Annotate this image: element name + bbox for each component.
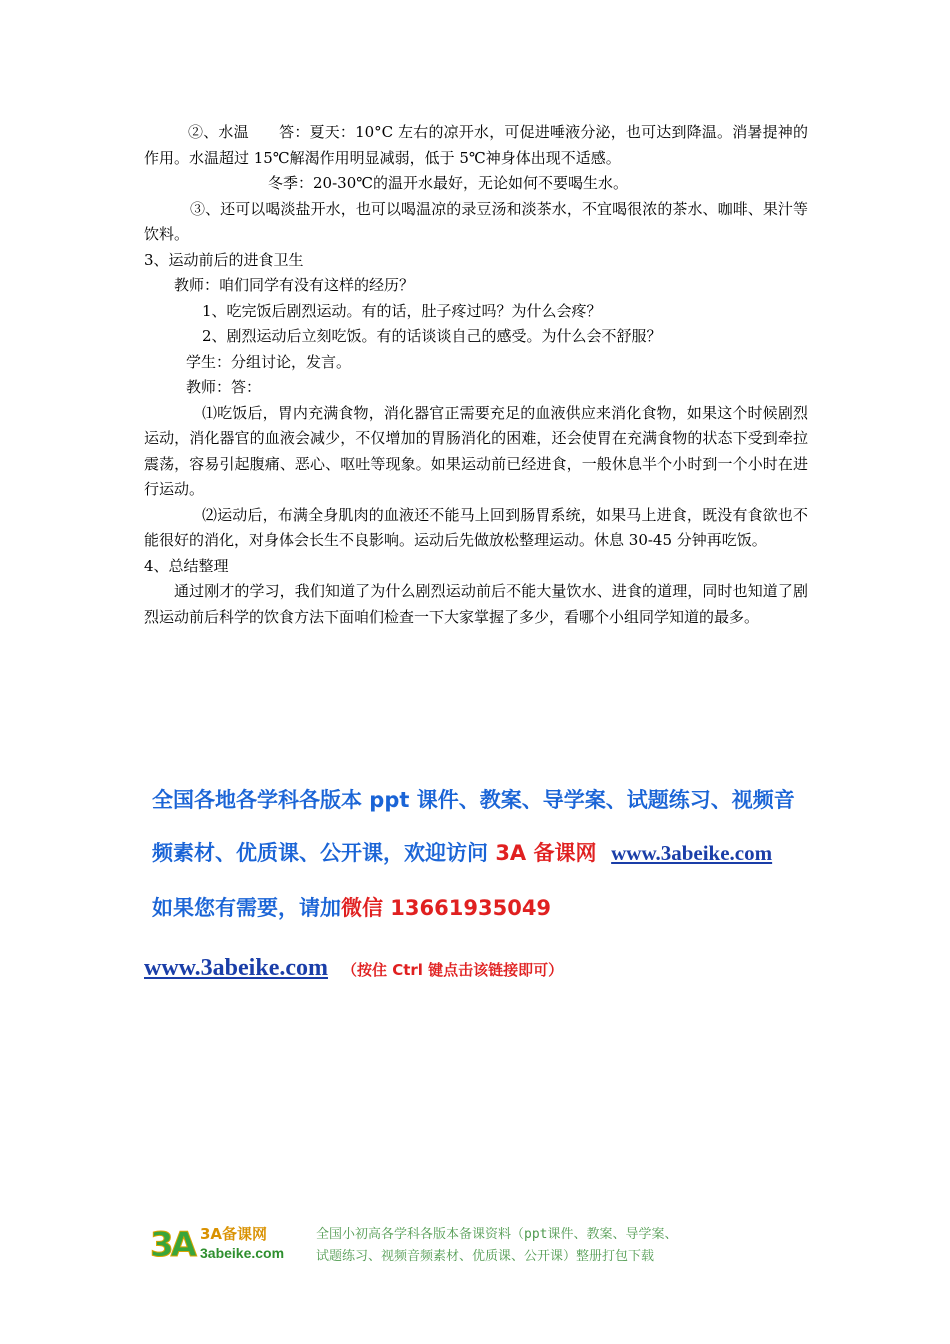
answer-1: ⑴吃饭后，胃内充满食物，消化器官正需要充足的血液供应来消化食物，如果这个时候剧烈运动，消化器官的血液会减少，不仅增加的胃肠消化的困难，还会使胃在充满食物的状态下受到牵拉震荡，容易引起腹痛、恶心、呕吐等现象。如果运动前已经进食，一般休息半个小时到一个小时在进行运动。 bbox=[144, 403, 808, 498]
question-2: 2、剧烈运动后立刻吃饭。有的话谈谈自己的感受。为什么会不舒服？ bbox=[202, 327, 662, 345]
student-response: 学生：分组讨论，发言。 bbox=[186, 352, 352, 371]
footer-tagline bbox=[316, 1224, 836, 1268]
footer-banner bbox=[150, 1222, 830, 1272]
ctrl-click-hint: （按住 Ctrl 键点击该链接即可） bbox=[341, 961, 564, 979]
logo-domain: 3abeike.com bbox=[200, 1245, 285, 1261]
logo-name: 3A备课网 bbox=[200, 1225, 268, 1243]
promo-line-3 bbox=[152, 892, 912, 922]
site-url-row bbox=[144, 955, 563, 982]
footer-tagline-line-2: 试题练习、视频音频素材、优质课、公开课）整册打包下载 bbox=[316, 1249, 655, 1264]
promo-brand: 3A 备课网 bbox=[495, 841, 597, 865]
lesson-body bbox=[144, 120, 808, 630]
logo-mark-icon: 3A bbox=[150, 1225, 194, 1265]
promo-contact: 微信 13661935049 bbox=[341, 896, 552, 920]
section3-heading: 3、运动前后的进食卫生 bbox=[144, 250, 304, 269]
site-url-link[interactable]: www.3abeike.com bbox=[144, 955, 328, 981]
summary-paragraph: 通过刚才的学习，我们知道了为什么剧烈运动前后不能大量饮水、进食的道理，同时也知道了剧烈运动前后科学的饮食方法下面咱们检查一下大家掌握了多少，看哪个小组同学知道的最多。 bbox=[144, 582, 808, 626]
promo-line-1: 全国各地各学科各版本 ppt 课件、教案、导学案、试题练习、视频音 bbox=[152, 788, 795, 812]
section4-heading: 4、总结整理 bbox=[144, 556, 229, 575]
promo-site-link[interactable]: www.3abeike.com bbox=[611, 841, 773, 865]
water-drinks: ③、还可以喝淡盐开水，也可以喝温凉的录豆汤和淡茶水，不宜喝很浓的茶水、咖啡、果汁等饮料。 bbox=[144, 199, 808, 243]
water-temp-winter: 冬季：20-30℃的温开水最好，无论如何不要喝生水。 bbox=[268, 174, 629, 192]
promo-line-2-text: 频素材、优质课、公开课，欢迎访问 bbox=[152, 841, 496, 865]
teacher-answer-label: 教师：答： bbox=[186, 378, 262, 396]
teacher-question: 教师：咱们同学有没有这样的经历？ bbox=[174, 276, 415, 294]
site-logo[interactable] bbox=[150, 1222, 300, 1268]
footer-tagline-line-1: 全国小初高各学科各版本备课资料（ppt课件、教案、导学案、 bbox=[316, 1227, 678, 1242]
water-temp-summer: ②、水温 答：夏天：10°C 左右的凉开水，可促进唾液分泌，也可达到降温。消暑提神的作用。水温超过 15℃解渴作用明显减弱，低于 5℃神身体出现不适感。 bbox=[144, 123, 808, 167]
answer-2: ⑵运动后，布满全身肌肉的血液还不能马上回到肠胃系统，如果马上进食，既没有食欲也不能很好的消化，对身体会长生不良影响。运动后先做放松整理运动。休息 30-45 分钟再吃饭。 bbox=[144, 505, 808, 549]
promo-line-2 bbox=[152, 837, 912, 867]
promo-line-3-text: 如果您有需要，请加 bbox=[152, 896, 341, 920]
question-1: 1、吃完饭后剧烈运动。有的话，肚子疼过吗？为什么会疼？ bbox=[202, 301, 602, 320]
